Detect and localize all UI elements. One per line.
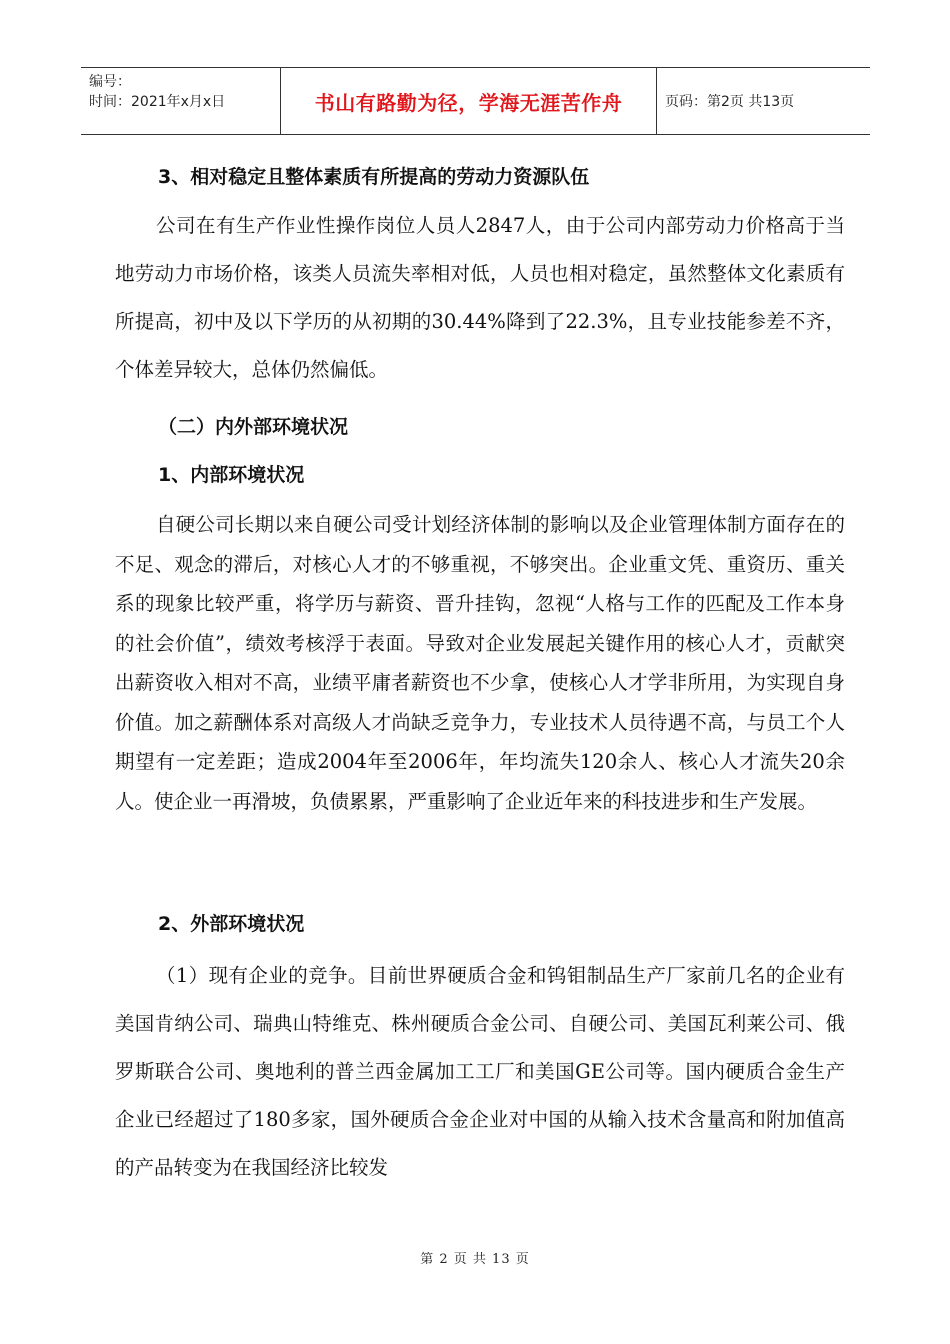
paragraph-external: （1）现有企业的竞争。目前世界硬质合金和钨钼制品生产厂家前几名的企业有美国肯纳公司、瑞典山特维克、株州硬质合金公司、自硬公司、美国瓦利莱公司、俄罗斯联合公司、奥地利的普兰西金属加工工厂和美国GE公司等。国内硬质合金生产企业已经超过了180多家，国外硬质合金企业对中国的从输入技术含量高和附加值高的产品转变为在我国经济比较发 xyxy=(115,964,845,1179)
section-heading-internal: 1、内部环境状况 xyxy=(158,464,305,486)
page-header xyxy=(81,67,870,135)
section-heading-workforce: 3、相对稳定且整体素质有所提高的劳动力资源队伍 xyxy=(158,166,590,188)
header-motto: 书山有路勤为径，学海无涯苦作舟 xyxy=(281,68,657,134)
header-meta-cell xyxy=(81,68,281,134)
paragraph-workforce: 公司在有生产作业性操作岗位人员人2847人，由于公司内部劳动力价格高于当地劳动力市场价格，该类人员流失率相对低，人员也相对稳定，虽然整体文化素质有所提高，初中及以下学历的从初期的30.44%降到了22.3%，且专业技能参差不齐，个体差异较大，总体仍然偏低。 xyxy=(115,214,845,381)
document-time-label: 时间：2021年x月x日 xyxy=(89,94,226,110)
section-heading-environment: （二）内外部环境状况 xyxy=(158,416,349,438)
document-number-label: 编号： xyxy=(89,74,131,90)
page-footer-number: 第 2 页 共 13 页 xyxy=(420,1252,530,1267)
paragraph-internal: 自硬公司长期以来自硬公司受计划经济体制的影响以及企业管理体制方面存在的不足、观念的滞后，对核心人才的不够重视，不够突出。企业重文凭、重资历、重关系的现象比较严重，将学历与薪资、晋升挂钩，忽视“人格与工作的匹配及工作本身的社会价值”，绩效考核浮于表面。导致对企业发展起关键作用的核心人才，贡献突出薪资收入相对不高，业绩平庸者薪资也不少拿，使核心人才学非所用，为实现自身价值。加之薪酬体系对高级人才尚缺乏竞争力，专业技术人员待遇不高，与员工个人期望有一定差距；造成2004年至2006年，年均流失120余人、核心人才流失20余人。使企业一再滑坡，负债累累，严重影响了企业近年来的科技进步和生产发展。 xyxy=(115,513,845,813)
header-page-info: 页码：第2页 共13页 xyxy=(665,94,795,110)
section-heading-external: 2、外部环境状况 xyxy=(158,913,305,935)
